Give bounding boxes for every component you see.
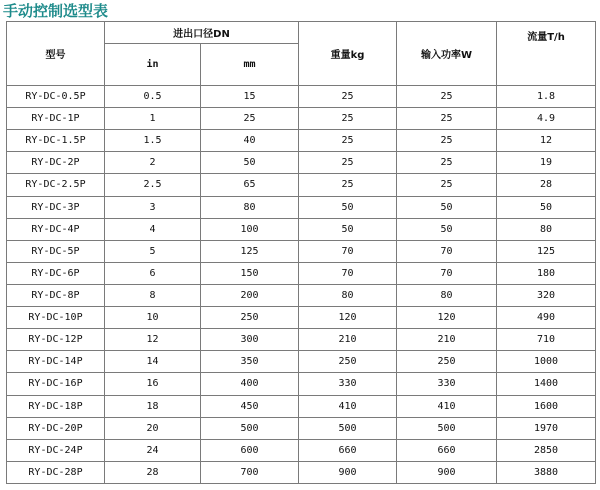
cell-model: RY-DC-18P [7,395,105,417]
table-row [7,196,596,218]
table-row [7,240,596,262]
cell-power: 25 [397,86,497,108]
cell-inlet-in: 2 [105,152,201,174]
cell-inlet-mm: 15 [201,86,299,108]
cell-weight: 660 [299,439,397,461]
cell-flow: 125 [497,240,596,262]
cell-weight: 25 [299,108,397,130]
cell-inlet-in: 6 [105,262,201,284]
cell-weight: 500 [299,417,397,439]
cell-model: RY-DC-28P [7,461,105,483]
cell-model: RY-DC-8P [7,284,105,306]
cell-power: 80 [397,284,497,306]
cell-inlet-in: 4 [105,218,201,240]
cell-inlet-in: 3 [105,196,201,218]
cell-inlet-in: 1 [105,108,201,130]
table-row [7,329,596,351]
cell-inlet-in: 5 [105,240,201,262]
table-row [7,417,596,439]
cell-inlet-in: 2.5 [105,174,201,196]
header-inlet-in: in [105,44,201,86]
cell-inlet-in: 28 [105,461,201,483]
cell-weight: 50 [299,196,397,218]
cell-inlet-mm: 25 [201,108,299,130]
cell-power: 900 [397,461,497,483]
cell-weight: 80 [299,284,397,306]
table-row [7,108,596,130]
cell-inlet-in: 8 [105,284,201,306]
cell-weight: 210 [299,329,397,351]
cell-inlet-mm: 80 [201,196,299,218]
cell-inlet-mm: 400 [201,373,299,395]
cell-power: 25 [397,152,497,174]
table-row [7,262,596,284]
cell-power: 330 [397,373,497,395]
table-row [7,395,596,417]
cell-inlet-mm: 700 [201,461,299,483]
table-row [7,284,596,306]
cell-model: RY-DC-24P [7,439,105,461]
cell-flow: 320 [497,284,596,306]
header-inlet-mm: mm [201,44,299,86]
cell-flow: 490 [497,307,596,329]
cell-inlet-mm: 50 [201,152,299,174]
cell-weight: 900 [299,461,397,483]
cell-weight: 410 [299,395,397,417]
table-row [7,307,596,329]
cell-weight: 50 [299,218,397,240]
cell-inlet-mm: 300 [201,329,299,351]
header-power: 输入功率W [397,22,497,86]
cell-weight: 120 [299,307,397,329]
cell-inlet-mm: 600 [201,439,299,461]
cell-flow: 710 [497,329,596,351]
cell-model: RY-DC-0.5P [7,86,105,108]
cell-model: RY-DC-10P [7,307,105,329]
cell-flow: 12 [497,130,596,152]
cell-flow: 1600 [497,395,596,417]
cell-inlet-mm: 250 [201,307,299,329]
cell-flow: 3880 [497,461,596,483]
cell-inlet-in: 18 [105,395,201,417]
cell-power: 50 [397,218,497,240]
cell-weight: 70 [299,240,397,262]
table-row [7,373,596,395]
table-row [7,174,596,196]
cell-model: RY-DC-6P [7,262,105,284]
cell-inlet-in: 20 [105,417,201,439]
header-flow: 流量T/h [497,22,596,86]
cell-inlet-mm: 65 [201,174,299,196]
cell-inlet-in: 14 [105,351,201,373]
cell-inlet-in: 24 [105,439,201,461]
cell-flow: 1970 [497,417,596,439]
cell-inlet-mm: 40 [201,130,299,152]
cell-inlet-in: 10 [105,307,201,329]
cell-power: 70 [397,240,497,262]
cell-flow: 4.9 [497,108,596,130]
cell-flow: 180 [497,262,596,284]
cell-inlet-mm: 150 [201,262,299,284]
cell-power: 50 [397,196,497,218]
cell-power: 120 [397,307,497,329]
table-row [7,351,596,373]
cell-flow: 80 [497,218,596,240]
cell-weight: 25 [299,86,397,108]
cell-model: RY-DC-1.5P [7,130,105,152]
table-row [7,130,596,152]
cell-power: 210 [397,329,497,351]
cell-inlet-in: 1.5 [105,130,201,152]
table-body [7,86,596,484]
table-row [7,86,596,108]
cell-model: RY-DC-16P [7,373,105,395]
header-weight: 重量kg [299,22,397,86]
cell-inlet-mm: 200 [201,284,299,306]
header-model: 型号 [7,22,105,86]
cell-power: 70 [397,262,497,284]
cell-power: 25 [397,108,497,130]
cell-model: RY-DC-14P [7,351,105,373]
cell-inlet-mm: 350 [201,351,299,373]
cell-inlet-in: 16 [105,373,201,395]
table-row [7,439,596,461]
cell-weight: 25 [299,174,397,196]
cell-weight: 25 [299,152,397,174]
cell-inlet-mm: 100 [201,218,299,240]
cell-flow: 28 [497,174,596,196]
selection-table [6,21,596,484]
cell-flow: 19 [497,152,596,174]
cell-model: RY-DC-2.5P [7,174,105,196]
cell-weight: 330 [299,373,397,395]
cell-model: RY-DC-12P [7,329,105,351]
cell-inlet-in: 12 [105,329,201,351]
cell-model: RY-DC-20P [7,417,105,439]
cell-model: RY-DC-3P [7,196,105,218]
cell-inlet-mm: 125 [201,240,299,262]
cell-flow: 1000 [497,351,596,373]
cell-power: 25 [397,130,497,152]
cell-flow: 50 [497,196,596,218]
header-inlet-diameter: 进出口径DN [105,22,299,44]
cell-model: RY-DC-5P [7,240,105,262]
table-row [7,152,596,174]
cell-inlet-in: 0.5 [105,86,201,108]
cell-power: 500 [397,417,497,439]
cell-inlet-mm: 500 [201,417,299,439]
cell-flow: 1400 [497,373,596,395]
cell-weight: 250 [299,351,397,373]
table-row [7,461,596,483]
cell-model: RY-DC-2P [7,152,105,174]
cell-weight: 25 [299,130,397,152]
cell-inlet-mm: 450 [201,395,299,417]
cell-power: 25 [397,174,497,196]
cell-model: RY-DC-1P [7,108,105,130]
table-row [7,218,596,240]
cell-model: RY-DC-4P [7,218,105,240]
cell-flow: 2850 [497,439,596,461]
cell-weight: 70 [299,262,397,284]
cell-power: 410 [397,395,497,417]
cell-power: 660 [397,439,497,461]
cell-power: 250 [397,351,497,373]
cell-flow: 1.8 [497,86,596,108]
page-title: 手动控制选型表 [3,2,109,20]
